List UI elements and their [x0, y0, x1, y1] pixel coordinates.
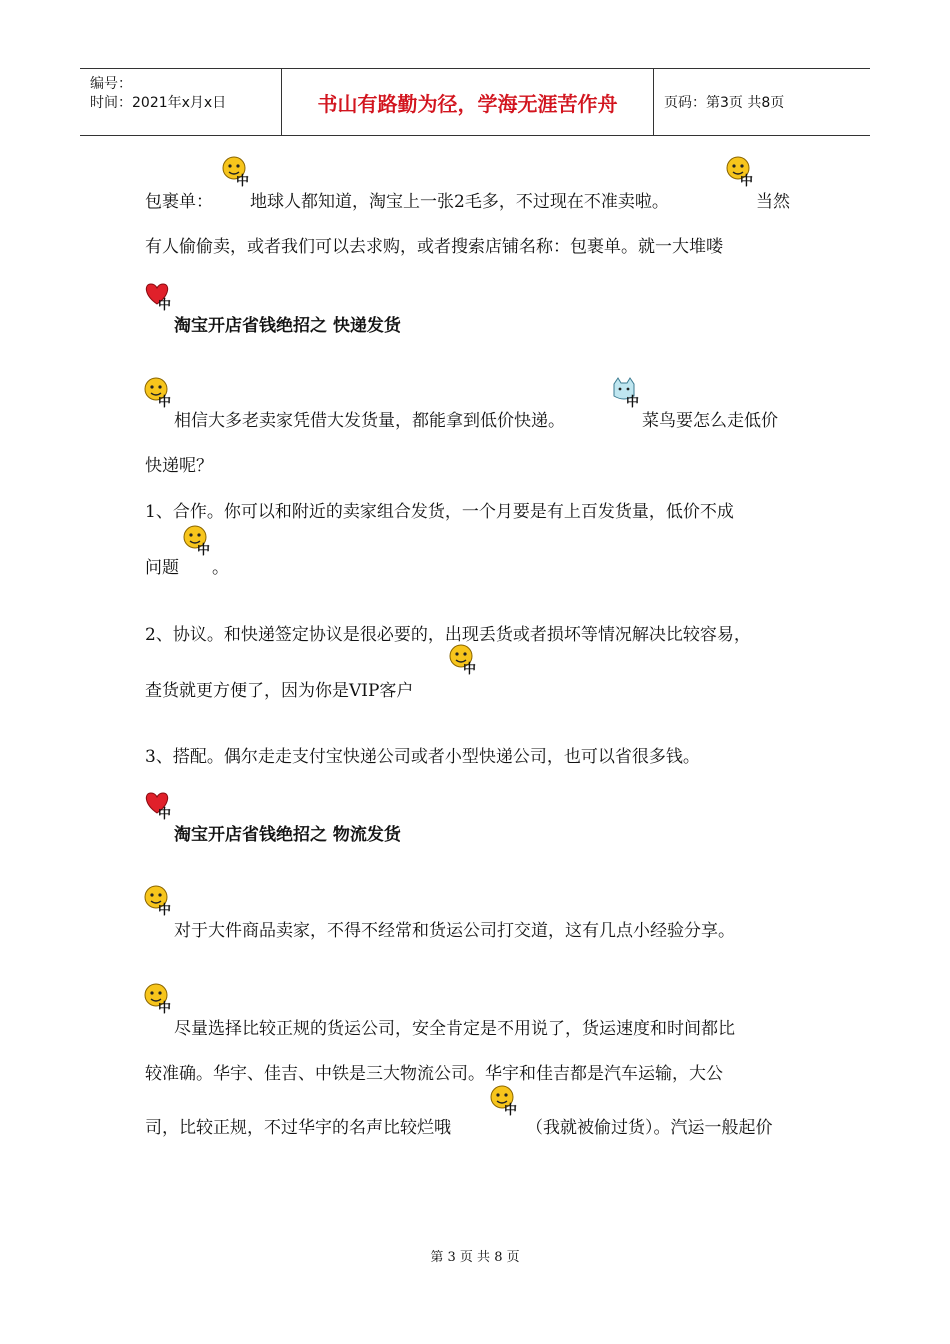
body-line: 快递呢？ [145, 456, 213, 476]
thumbs-up-face-icon [181, 524, 215, 556]
body-line: 3、搭配。偶尔走走支付宝快递公司或者小型快递公司，也可以省很多钱。 [145, 747, 700, 767]
emoticon-badge: 中 [197, 543, 211, 556]
section-heading: 淘宝开店省钱绝招之 快递发货 [174, 316, 401, 336]
header-motto: 书山有路勤为径，学海无涯苦作舟 [282, 69, 654, 135]
body-line: 尽量选择比较正规的货运公司，安全肯定是不用说了，货运速度和时间都比 [174, 1019, 735, 1039]
body-line: 菜鸟要怎么走低价 [642, 411, 778, 431]
number-label: 编号： [90, 76, 132, 92]
body-line: 司，比较正规，不过华宇的名声比较烂哦 [145, 1118, 451, 1138]
header-meta [80, 69, 282, 135]
emoticon-badge: 中 [158, 298, 172, 311]
section-heading: 淘宝开店省钱绝招之 物流发货 [174, 825, 401, 845]
body-line: 。 [212, 558, 229, 578]
glasses-face-icon [142, 884, 176, 916]
body-line: 当然 [756, 192, 790, 212]
body-line: 包裹单： [145, 192, 213, 212]
body-line: 较准确。华宇、佳吉、中铁是三大物流公司。华宇和佳吉都是汽车运输，大公 [145, 1064, 723, 1084]
emoticon-badge: 中 [626, 395, 640, 408]
thumbs-up-face-icon [142, 982, 176, 1014]
body-line: 1、合作。你可以和附近的卖家组合发货，一个月要是有上百发货量，低价不成 [145, 502, 734, 522]
page-footer: 第 3 页 共 8 页 [430, 1250, 520, 1265]
body-line: （我就被偷过货）。汽运一般起价 [526, 1118, 773, 1138]
emoticon-badge: 中 [463, 662, 477, 675]
cry-face-icon [220, 155, 254, 187]
body-line: 2、协议。和快递签定协议是很必要的，出现丢货或者损坏等情况解决比较容易， [145, 625, 751, 645]
thumbs-up-face-icon [142, 376, 176, 408]
body-line: 查货就更方便了，因为你是VIP客户 [145, 681, 414, 701]
page-header [80, 68, 870, 136]
cat-face-icon [610, 376, 644, 408]
laughing-face-icon [488, 1084, 522, 1116]
surprised-face-icon [724, 155, 758, 187]
header-page-label: 页码：第3页 共8页 [664, 95, 785, 111]
body-line: 对于大件商品卖家，不得不经常和货运公司打交道，这有几点小经验分享。 [174, 921, 735, 941]
body-line: 有人偷偷卖，或者我们可以去求购，或者搜索店铺名称：包裹单。就一大堆喽 [145, 237, 723, 257]
body-line: 地球人都知道，淘宝上一张2毛多，不过现在不准卖啦。 [250, 192, 669, 212]
emoticon-badge: 中 [158, 903, 172, 916]
heart-icon [142, 279, 176, 311]
body-line: 问题 [145, 558, 179, 578]
date-label: 时间：2021年x月x日 [90, 95, 227, 111]
emoticon-badge: 中 [158, 395, 172, 408]
emoticon-badge: 中 [158, 1001, 172, 1014]
heart-icon [142, 788, 176, 820]
body-line: 相信大多老卖家凭借大发货量，都能拿到低价快递。 [174, 411, 565, 431]
laughing-face-icon [447, 643, 481, 675]
emoticon-badge: 中 [158, 807, 172, 820]
emoticon-badge: 中 [740, 174, 754, 187]
emoticon-badge: 中 [236, 174, 250, 187]
emoticon-badge: 中 [504, 1103, 518, 1116]
